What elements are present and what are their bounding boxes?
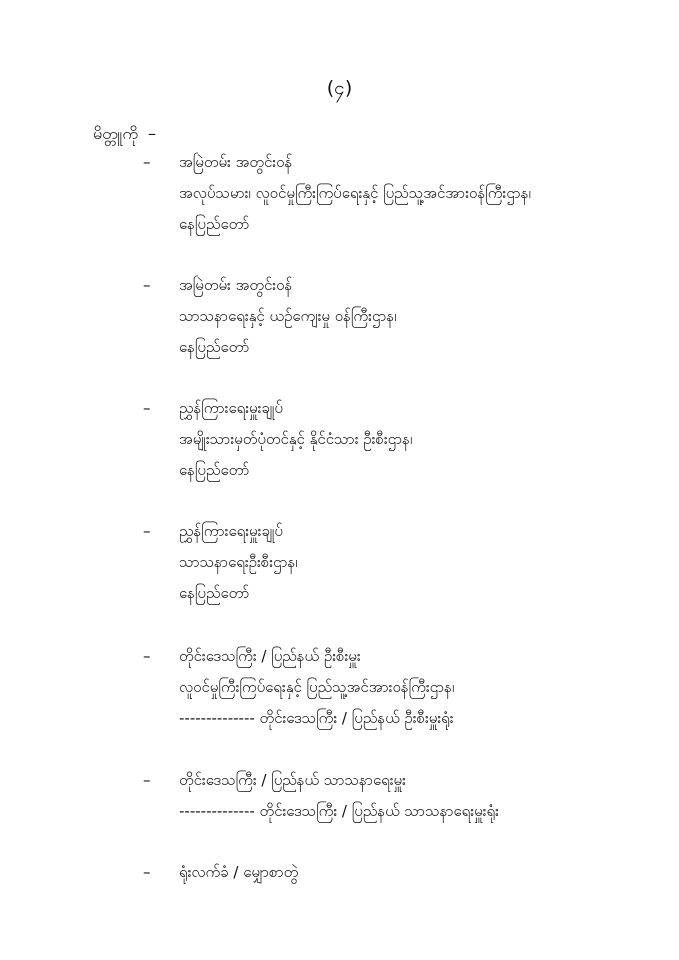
- recipient-title-line: [143, 393, 643, 424]
- recipient-entry: [143, 147, 643, 240]
- recipient-office: -------------- တိုင်းဒေသကြီး / ပြည်နယ် ဦးစီးမှူးရုံး: [179, 709, 454, 727]
- recipient-entry: [143, 641, 643, 734]
- recipient-entry: [143, 857, 643, 888]
- page-number: (၄): [326, 77, 353, 99]
- bullet-dash: –: [143, 863, 151, 881]
- recipient-location: နေပြည်တော်: [179, 461, 250, 479]
- recipient-title-line: [143, 516, 643, 547]
- bullet-dash: –: [143, 276, 151, 294]
- recipient-title-line: [143, 641, 643, 672]
- recipient-office: -------------- တိုင်းဒေသကြီး / ပြည်နယ် သာသနာရေးမှူးရုံး: [179, 802, 499, 820]
- recipient-title-line: [143, 857, 643, 888]
- recipient-entry: [143, 393, 643, 486]
- recipient-title-line: [143, 270, 643, 301]
- recipient-title: တိုင်းဒေသကြီး / ပြည်နယ် ဦးစီးမှူး: [179, 647, 361, 665]
- recipient-entry: [143, 516, 643, 609]
- recipient-title: အမြဲတမ်း အတွင်းဝန်: [179, 153, 293, 171]
- recipient-entry: [143, 270, 643, 363]
- recipient-title: တိုင်းဒေသကြီး / ပြည်နယ် သာသနာရေးမှူး: [179, 771, 406, 789]
- recipient-entry: [143, 765, 643, 827]
- copy-to-heading: [93, 123, 156, 147]
- recipient-title: အမြဲတမ်း အတွင်းဝန်: [179, 276, 293, 294]
- recipient-department: သာသနာရေးဦးစီးဌာန၊: [179, 553, 298, 571]
- copy-to-label: မိတ္တူကို: [93, 124, 138, 143]
- copy-to-dash: –: [147, 124, 156, 143]
- recipient-title: ညွှန်ကြားရေးမှူးချုပ်: [179, 399, 283, 417]
- recipient-department: သာသနာရေးနှင့် ယဉ်ကျေးမှု ဝန်ကြီးဌာန၊: [179, 307, 397, 325]
- recipient-location: နေပြည်တော်: [179, 215, 250, 233]
- bullet-dash: –: [143, 399, 151, 417]
- bullet-dash: –: [143, 153, 151, 171]
- recipient-department: အမျိုးသားမှတ်ပုံတင်နှင့် နိုင်ငံသား ဦးစီးဌာန၊: [179, 430, 413, 448]
- recipient-department: လူဝင်မှုကြီးကြပ်ရေးနှင့် ပြည်သူ့အင်အားဝန်ကြီးဌာန၊: [179, 678, 455, 696]
- bullet-dash: –: [143, 771, 151, 789]
- recipient-location: နေပြည်တော်: [179, 584, 250, 602]
- recipient-title: ညွှန်ကြားရေးမှူးချုပ်: [179, 522, 283, 540]
- bullet-dash: –: [143, 522, 151, 540]
- recipient-title: ရုံးလက်ခံ / မျှောစာတွဲ: [179, 863, 299, 881]
- recipient-title-line: [143, 765, 643, 796]
- recipient-title-line: [143, 147, 643, 178]
- recipient-department: အလုပ်သမား၊ လူဝင်မှုကြီးကြပ်ရေးနှင့် ပြည်သူ့အင်အားဝန်ကြီးဌာန၊: [179, 184, 531, 202]
- recipient-location: နေပြည်တော်: [179, 338, 250, 356]
- bullet-dash: –: [143, 647, 151, 665]
